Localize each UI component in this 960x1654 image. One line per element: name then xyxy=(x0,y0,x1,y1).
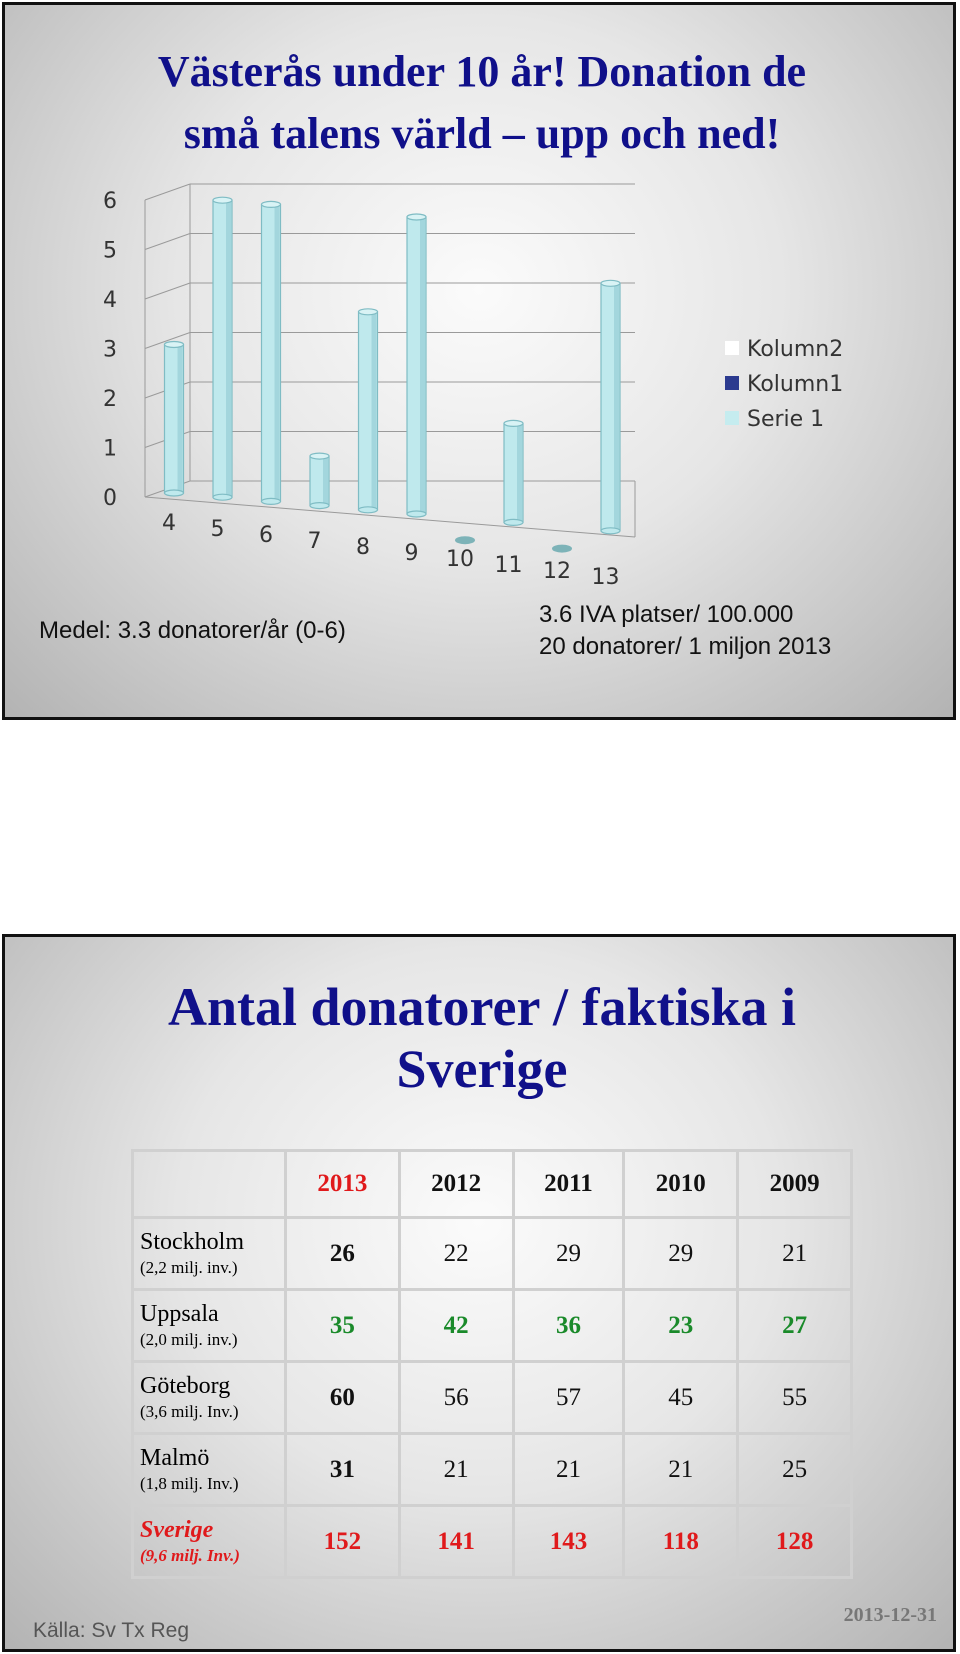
table-row xyxy=(133,1434,852,1506)
slide-table xyxy=(2,934,956,1652)
bar xyxy=(407,214,426,517)
year-header: 2009 xyxy=(738,1151,852,1218)
table-row xyxy=(133,1218,852,1290)
bar xyxy=(262,201,281,504)
value-cell: 21 xyxy=(624,1434,738,1506)
legend-item xyxy=(725,372,843,397)
value-cell: 118 xyxy=(624,1506,738,1578)
row-population: (2,2 milj. inv.) xyxy=(140,1257,238,1277)
value-cell: 56 xyxy=(399,1362,513,1434)
row-name: Malmö xyxy=(140,1444,210,1471)
row-label-cell xyxy=(133,1506,286,1578)
row-label-cell xyxy=(133,1218,286,1290)
gridline-side xyxy=(145,234,190,250)
table-title-line2: Sverige xyxy=(396,1039,568,1099)
bar-zero-cap xyxy=(455,536,475,544)
value-cell: 36 xyxy=(513,1290,624,1362)
y-tick-label: 5 xyxy=(103,238,117,264)
value-cell: 45 xyxy=(624,1362,738,1434)
bar xyxy=(359,309,378,513)
value-cell: 22 xyxy=(399,1218,513,1290)
x-tick-label: 13 xyxy=(591,565,620,590)
value-cell: 128 xyxy=(738,1506,852,1578)
value-cell: 152 xyxy=(286,1506,400,1578)
table-header-row xyxy=(133,1151,852,1218)
row-label-cell xyxy=(133,1434,286,1506)
year-header: 2011 xyxy=(513,1151,624,1218)
mean-note: Medel: 3.3 donatorer/år (0-6) xyxy=(39,617,346,644)
slide-date: 2013-12-31 xyxy=(843,1604,937,1626)
row-name: Uppsala xyxy=(140,1300,219,1327)
x-tick-label: 9 xyxy=(404,541,419,566)
value-cell: 143 xyxy=(513,1506,624,1578)
value-cell: 27 xyxy=(738,1290,852,1362)
table-row xyxy=(133,1362,852,1434)
value-cell: 25 xyxy=(738,1434,852,1506)
row-label-cell xyxy=(133,1362,286,1434)
chart-title-line1: Västerås under 10 år! Donation de xyxy=(157,47,807,96)
y-tick-label: 3 xyxy=(103,337,117,363)
legend-label: Serie 1 xyxy=(747,407,825,432)
legend-swatch xyxy=(725,411,739,425)
value-cell: 35 xyxy=(286,1290,400,1362)
source-note: Källa: Sv Tx Reg xyxy=(33,1619,190,1642)
bar xyxy=(601,280,620,534)
row-population: (1,8 milj. Inv.) xyxy=(140,1473,239,1493)
legend-item xyxy=(725,337,843,362)
value-cell: 21 xyxy=(513,1434,624,1506)
slide-chart xyxy=(2,2,956,720)
value-cell: 42 xyxy=(399,1290,513,1362)
row-name: Sverige xyxy=(140,1516,214,1543)
gridline-side xyxy=(145,283,190,299)
row-population: (2,0 milj. inv.) xyxy=(140,1329,238,1349)
gridline-side xyxy=(145,184,190,200)
value-cell: 141 xyxy=(399,1506,513,1578)
bar xyxy=(310,453,329,509)
legend-swatch xyxy=(725,376,739,390)
bar xyxy=(213,197,232,500)
legend-label: Kolumn2 xyxy=(747,337,844,362)
x-tick-label: 6 xyxy=(259,523,273,548)
table-row xyxy=(133,1506,852,1578)
donor-rate-note: 20 donatorer/ 1 miljon 2013 xyxy=(539,633,832,660)
x-tick-label: 10 xyxy=(446,547,474,572)
row-population: (9,6 milj. Inv.) xyxy=(140,1545,240,1565)
legend-label: Kolumn1 xyxy=(747,372,844,397)
bar xyxy=(504,420,523,525)
value-cell: 60 xyxy=(286,1362,400,1434)
value-cell: 31 xyxy=(286,1434,400,1506)
x-tick-label: 11 xyxy=(494,553,523,578)
value-cell: 21 xyxy=(399,1434,513,1506)
y-tick-label: 0 xyxy=(103,486,117,511)
value-cell: 29 xyxy=(513,1218,624,1290)
value-cell: 26 xyxy=(286,1218,400,1290)
chart-title-line2: små talens värld – upp och ned! xyxy=(183,109,781,158)
x-tick-label: 7 xyxy=(307,529,322,554)
year-header: 2010 xyxy=(624,1151,738,1218)
table-row xyxy=(133,1290,852,1362)
value-cell: 23 xyxy=(624,1290,738,1362)
header-empty-cell xyxy=(133,1151,286,1218)
legend-swatch xyxy=(725,341,739,355)
row-population: (3,6 milj. Inv.) xyxy=(140,1401,239,1421)
y-tick-label: 2 xyxy=(103,387,117,412)
x-tick-label: 12 xyxy=(543,559,571,584)
table-title-line1: Antal donatorer / faktiska i xyxy=(167,977,797,1037)
value-cell: 55 xyxy=(738,1362,852,1434)
bar-zero-cap xyxy=(552,545,572,553)
row-label-cell xyxy=(133,1290,286,1362)
legend-item xyxy=(725,407,824,432)
value-cell: 21 xyxy=(738,1218,852,1290)
x-tick-label: 8 xyxy=(356,535,370,560)
bar-chart xyxy=(5,5,953,645)
value-cell: 29 xyxy=(624,1218,738,1290)
donor-table xyxy=(131,1149,853,1579)
year-header: 2012 xyxy=(399,1151,513,1218)
x-tick-label: 5 xyxy=(210,517,225,542)
year-header: 2013 xyxy=(286,1151,400,1218)
y-tick-label: 6 xyxy=(103,189,117,214)
value-cell: 57 xyxy=(513,1362,624,1434)
y-tick-label: 4 xyxy=(103,288,117,313)
iva-note: 3.6 IVA platser/ 100.000 xyxy=(539,601,794,628)
y-tick-label: 1 xyxy=(103,436,117,462)
row-name: Stockholm xyxy=(140,1228,245,1255)
x-tick-label: 4 xyxy=(162,511,176,536)
row-name: Göteborg xyxy=(140,1372,231,1399)
bar xyxy=(165,342,184,497)
